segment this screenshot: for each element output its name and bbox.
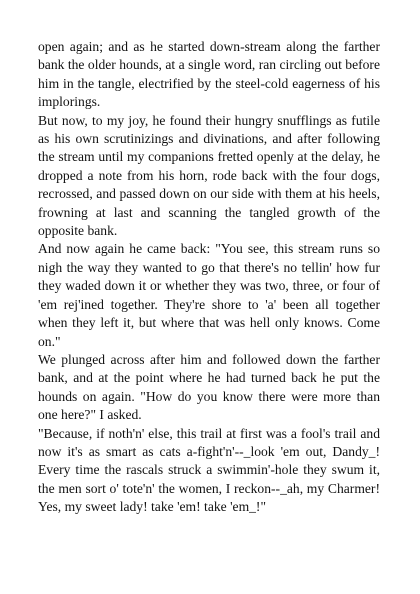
paragraph: open again; and as he started down-stream along the farther bank the older hounds, at a single word, ran circling out before him in the tangle, electrified by the steel-cold eagerness of his implorings. <box>38 39 380 110</box>
document-page <box>38 38 380 517</box>
paragraph: "Because, if noth'n' else, this trail at first was a fool's trail and now it's as smart as cats a-fight'n'--_look 'em out, Dandy_! Every time the rascals struck a swimmin'-hole they swum it, the men sort o' tote'n' the women, I reckon--_ah, my Charmer! Yes, my sweet lady! take 'em! take 'em_!" <box>38 425 380 515</box>
paragraph: We plunged across after him and followed down the farther bank, and at the point where he had turned back he put the hounds on again. "How do you know there were more than one here?" I asked. <box>38 351 380 423</box>
paragraph: And now again he came back: "You see, this stream runs so nigh the way they wanted to go that there's no tellin' how fur they waded down it or whether they was two, three, or four of 'em rej'ined together. They're shore to 'a' been all together when they left it, but where that was hell only knows. Come on." <box>38 241 380 349</box>
paragraph: But now, to my joy, he found their hungry snufflings as futile as his own scrutinizings and divinations, and after following the stream until my companions fretted openly at the delay, he dropped a note from his horn, rode back with the four dogs, recrossed, and passed down on our side with them at his heels, frowning at last and scanning the tangled growth of the opposite bank. <box>38 112 380 239</box>
